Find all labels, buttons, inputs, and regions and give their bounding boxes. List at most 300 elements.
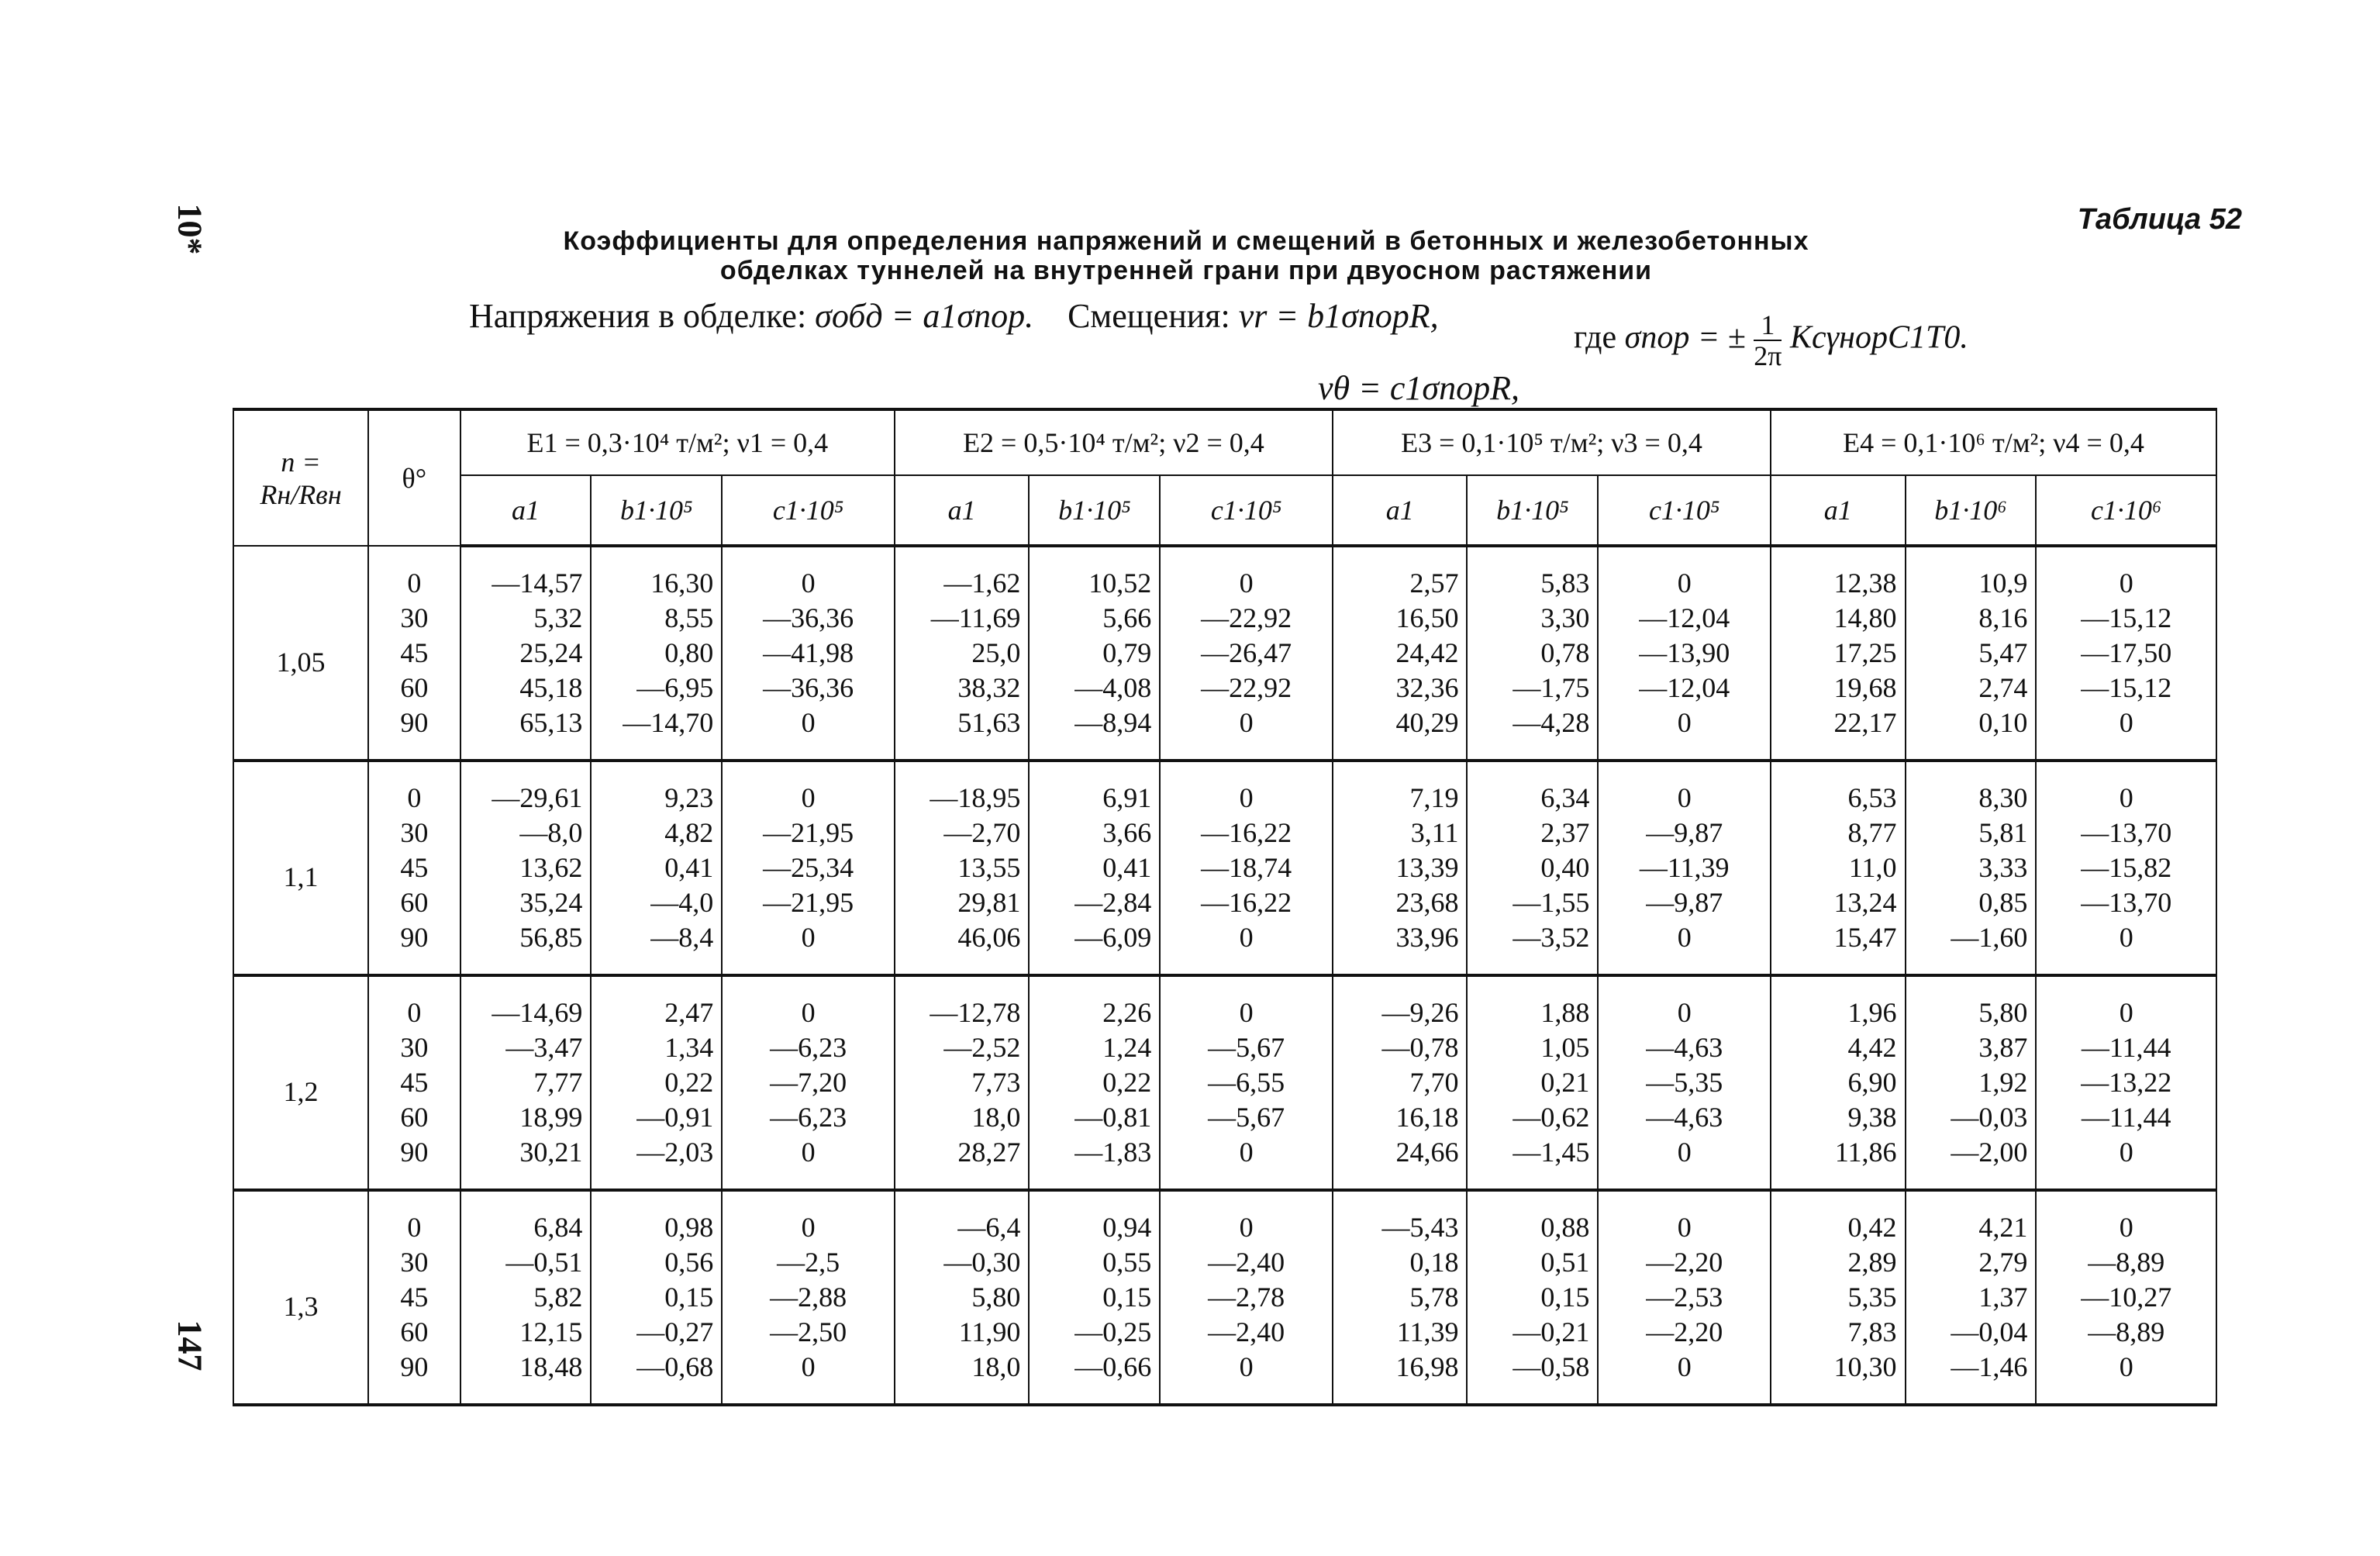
- table-cell: 0,22: [1029, 1065, 1160, 1100]
- table-cell: —13,22: [2036, 1065, 2216, 1100]
- table-cell: 8,30: [1906, 761, 2037, 816]
- table-cell: —14,69: [460, 975, 592, 1030]
- table-cell: 0: [2036, 706, 2216, 761]
- table-cell: —0,25: [1029, 1315, 1160, 1350]
- table-cell: 45,18: [460, 671, 592, 706]
- table-cell: —15,12: [2036, 601, 2216, 636]
- subheader-a1: a1: [895, 475, 1030, 546]
- subheader-a1: a1: [1333, 475, 1468, 546]
- table-cell: —15,12: [2036, 671, 2216, 706]
- table-cell: 28,27: [895, 1135, 1030, 1190]
- table-cell: 0: [2036, 761, 2216, 816]
- table-cell: 0: [722, 1135, 895, 1190]
- table-cell: 10,30: [1771, 1350, 1906, 1405]
- table-cell: 5,80: [1906, 975, 2037, 1030]
- subheader-b1: b1·10⁵: [1467, 475, 1598, 546]
- table-cell: —14,57: [460, 546, 592, 601]
- table-cell: 1,05: [1467, 1030, 1598, 1065]
- table-cell: 16,98: [1333, 1350, 1468, 1405]
- table-cell: 0,55: [1029, 1245, 1160, 1280]
- fraction-numerator: 1: [1754, 310, 1782, 341]
- table-cell: —6,23: [722, 1100, 895, 1135]
- table-cell: 2,79: [1906, 1245, 2037, 1280]
- table-cell: 12,15: [460, 1315, 592, 1350]
- table-cell: —0,51: [460, 1245, 592, 1280]
- table-cell: —6,4: [895, 1190, 1030, 1245]
- table-cell: —3,52: [1467, 920, 1598, 975]
- table-cell: 3,87: [1906, 1030, 2037, 1065]
- table-cell: —0,30: [895, 1245, 1030, 1280]
- table-cell: —22,92: [1160, 601, 1333, 636]
- title-line-2: обделках туннелей на внутренней грани при двуосном растяжении: [719, 256, 1653, 285]
- subheader-c1: c1·10⁶: [2036, 475, 2216, 546]
- stress-label: Напряжения в обделке:: [469, 297, 807, 335]
- subheader-c1: c1·10⁵: [722, 475, 895, 546]
- table-cell: 0: [1160, 1135, 1333, 1190]
- table-cell: 0,42: [1771, 1190, 1906, 1245]
- table-cell: 18,48: [460, 1350, 592, 1405]
- table-cell: —11,44: [2036, 1100, 2216, 1135]
- table-cell: 5,81: [1906, 816, 2037, 850]
- table-cell: 0: [1598, 1190, 1771, 1245]
- table-cell: 0,10: [1906, 706, 2037, 761]
- table-cell: 0: [2036, 1350, 2216, 1405]
- table-cell: 51,63: [895, 706, 1030, 761]
- subheader-b1: b1·10⁵: [591, 475, 722, 546]
- table-cell: —2,84: [1029, 885, 1160, 920]
- subheader-a1: a1: [1771, 475, 1906, 546]
- table-cell: 18,0: [895, 1100, 1030, 1135]
- table-cell: —0,62: [1467, 1100, 1598, 1135]
- table-cell: 5,32: [460, 601, 592, 636]
- table-cell: 0: [1160, 920, 1333, 975]
- table-cell: 0: [2036, 920, 2216, 975]
- table-cell: —0,66: [1029, 1350, 1160, 1405]
- table-cell: 12,38: [1771, 546, 1906, 601]
- table-cell: —5,67: [1160, 1030, 1333, 1065]
- theta-value: 60: [368, 1315, 460, 1350]
- table-cell: —11,39: [1598, 850, 1771, 885]
- table-cell: 6,84: [460, 1190, 592, 1245]
- table-cell: 0,18: [1333, 1245, 1468, 1280]
- table-cell: 46,06: [895, 920, 1030, 975]
- header-group-e2: E2 = 0,5·10⁴ т/м²; ν2 = 0,4: [895, 409, 1333, 475]
- table-cell: —1,75: [1467, 671, 1598, 706]
- stress-formula: [469, 296, 1439, 336]
- table-cell: 0: [722, 546, 895, 601]
- table-cell: 5,80: [895, 1280, 1030, 1315]
- table-cell: 8,16: [1906, 601, 2037, 636]
- table-cell: 0,88: [1467, 1190, 1598, 1245]
- table-cell: 6,34: [1467, 761, 1598, 816]
- table-cell: —26,47: [1160, 636, 1333, 671]
- title-line-1: Коэффициенты для определения напряжений и смещений в бетонных и железобетонных: [563, 226, 1809, 256]
- table-cell: 22,17: [1771, 706, 1906, 761]
- table-cell: 0: [1598, 706, 1771, 761]
- table-cell: 0,98: [591, 1190, 722, 1245]
- theta-value: 0: [368, 975, 460, 1030]
- table-cell: —8,4: [591, 920, 722, 975]
- table-cell: —4,63: [1598, 1030, 1771, 1065]
- table-row: [233, 975, 2216, 1030]
- table-cell: 3,30: [1467, 601, 1598, 636]
- table-cell: 3,11: [1333, 816, 1468, 850]
- table-row: [233, 850, 2216, 885]
- table-cell: 0: [722, 920, 895, 975]
- table-cell: —15,82: [2036, 850, 2216, 885]
- table-cell: —0,04: [1906, 1315, 2037, 1350]
- table-cell: —5,67: [1160, 1100, 1333, 1135]
- table-row: [233, 671, 2216, 706]
- table-cell: —1,55: [1467, 885, 1598, 920]
- table-cell: 56,85: [460, 920, 592, 975]
- table-cell: —25,34: [722, 850, 895, 885]
- table-cell: —21,95: [722, 885, 895, 920]
- table-cell: —2,40: [1160, 1245, 1333, 1280]
- table-cell: 16,50: [1333, 601, 1468, 636]
- table-row: [233, 885, 2216, 920]
- n-value: 1,2: [233, 975, 368, 1190]
- table-cell: 18,99: [460, 1100, 592, 1135]
- table-row: [233, 636, 2216, 671]
- table-cell: 0,15: [1029, 1280, 1160, 1315]
- table-cell: 0: [1598, 1350, 1771, 1405]
- table-cell: 11,39: [1333, 1315, 1468, 1350]
- table-cell: 2,89: [1771, 1245, 1906, 1280]
- table-cell: 0,85: [1906, 885, 2037, 920]
- table-cell: 3,66: [1029, 816, 1160, 850]
- header-group-e1: E1 = 0,3·10⁴ т/м²; ν1 = 0,4: [460, 409, 895, 475]
- table-cell: —16,22: [1160, 816, 1333, 850]
- table-cell: —11,69: [895, 601, 1030, 636]
- table-row: [233, 1280, 2216, 1315]
- table-cell: 0,15: [591, 1280, 722, 1315]
- table-cell: 0: [1160, 1350, 1333, 1405]
- table-cell: —21,95: [722, 816, 895, 850]
- table-cell: 6,53: [1771, 761, 1906, 816]
- table-cell: —0,68: [591, 1350, 722, 1405]
- subheader-b1: b1·10⁶: [1906, 475, 2037, 546]
- table-row: [233, 1030, 2216, 1065]
- table-cell: —2,00: [1906, 1135, 2037, 1190]
- table-cell: 0,15: [1467, 1280, 1598, 1315]
- table-cell: 1,88: [1467, 975, 1598, 1030]
- table-cell: 0,51: [1467, 1245, 1598, 1280]
- n-value: 1,05: [233, 546, 368, 761]
- table-cell: —41,98: [722, 636, 895, 671]
- table-cell: 0: [1598, 975, 1771, 1030]
- table-cell: 13,24: [1771, 885, 1906, 920]
- page-margin-number-top: 10*: [171, 203, 209, 255]
- table-cell: 11,90: [895, 1315, 1030, 1350]
- table-row: [233, 1315, 2216, 1350]
- theta-value: 60: [368, 885, 460, 920]
- table-cell: 8,77: [1771, 816, 1906, 850]
- table-row: [233, 816, 2216, 850]
- table-cell: —4,63: [1598, 1100, 1771, 1135]
- where-expression-left: σпор = ±: [1624, 319, 1746, 356]
- table-cell: —12,04: [1598, 601, 1771, 636]
- table-cell: 6,90: [1771, 1065, 1906, 1100]
- table-row: [233, 761, 2216, 816]
- table-cell: —8,89: [2036, 1245, 2216, 1280]
- table-row: [233, 1245, 2216, 1280]
- table-cell: 4,42: [1771, 1030, 1906, 1065]
- theta-value: 90: [368, 1135, 460, 1190]
- table-cell: —2,88: [722, 1280, 895, 1315]
- table-cell: 13,62: [460, 850, 592, 885]
- table-cell: 0: [1598, 761, 1771, 816]
- table-cell: 18,0: [895, 1350, 1030, 1405]
- table-cell: 5,47: [1906, 636, 2037, 671]
- subheader-b1: b1·10⁵: [1029, 475, 1160, 546]
- table-cell: —5,43: [1333, 1190, 1468, 1245]
- table-cell: 0,56: [591, 1245, 722, 1280]
- table-row: [233, 601, 2216, 636]
- n-value: 1,1: [233, 761, 368, 975]
- table-cell: —14,70: [591, 706, 722, 761]
- header-group-e3: E3 = 0,1·10⁵ т/м²; ν3 = 0,4: [1333, 409, 1771, 475]
- table-cell: 2,26: [1029, 975, 1160, 1030]
- table-cell: 14,80: [1771, 601, 1906, 636]
- theta-value: 0: [368, 761, 460, 816]
- table-cell: 2,57: [1333, 546, 1468, 601]
- where-formula: [1574, 310, 1968, 371]
- table-cell: 0,80: [591, 636, 722, 671]
- table-cell: 11,86: [1771, 1135, 1906, 1190]
- table-cell: 0: [1598, 546, 1771, 601]
- table-cell: 10,52: [1029, 546, 1160, 601]
- subheader-c1: c1·10⁵: [1160, 475, 1333, 546]
- theta-value: 45: [368, 1280, 460, 1315]
- n-value: 1,3: [233, 1190, 368, 1405]
- table-cell: —12,04: [1598, 671, 1771, 706]
- table-cell: —0,21: [1467, 1315, 1598, 1350]
- table-cell: 16,30: [591, 546, 722, 601]
- table-cell: 2,37: [1467, 816, 1598, 850]
- table-cell: —2,20: [1598, 1245, 1771, 1280]
- table-cell: —36,36: [722, 671, 895, 706]
- table-cell: 0: [2036, 546, 2216, 601]
- table-cell: —13,70: [2036, 816, 2216, 850]
- table-cell: —29,61: [460, 761, 592, 816]
- table-cell: 0,78: [1467, 636, 1598, 671]
- table-cell: —4,08: [1029, 671, 1160, 706]
- table-cell: —1,46: [1906, 1350, 2037, 1405]
- theta-value: 30: [368, 1030, 460, 1065]
- table-cell: 15,47: [1771, 920, 1906, 975]
- table-cell: 7,70: [1333, 1065, 1468, 1100]
- table-cell: —13,70: [2036, 885, 2216, 920]
- table-cell: 4,21: [1906, 1190, 2037, 1245]
- theta-value: 60: [368, 1100, 460, 1135]
- table-cell: —2,53: [1598, 1280, 1771, 1315]
- theta-value: 90: [368, 1350, 460, 1405]
- table-cell: —12,78: [895, 975, 1030, 1030]
- table-cell: —6,95: [591, 671, 722, 706]
- table-cell: 24,66: [1333, 1135, 1468, 1190]
- table-cell: —0,58: [1467, 1350, 1598, 1405]
- table-cell: 1,34: [591, 1030, 722, 1065]
- displacement-vtheta-expression: vθ = c1σпорR,: [1318, 369, 1519, 407]
- table-cell: 7,73: [895, 1065, 1030, 1100]
- theta-value: 30: [368, 1245, 460, 1280]
- table-cell: 38,32: [895, 671, 1030, 706]
- table-cell: 19,68: [1771, 671, 1906, 706]
- table-cell: —8,89: [2036, 1315, 2216, 1350]
- table-cell: —1,83: [1029, 1135, 1160, 1190]
- table-cell: —7,20: [722, 1065, 895, 1100]
- table-cell: 0,40: [1467, 850, 1598, 885]
- header-group-e4: E4 = 0,1·10⁶ т/м²; ν4 = 0,4: [1771, 409, 2216, 475]
- table-cell: —2,52: [895, 1030, 1030, 1065]
- table-cell: 0,22: [591, 1065, 722, 1100]
- stress-expression: σобд = a1σпор.: [815, 297, 1034, 335]
- table-cell: 5,78: [1333, 1280, 1468, 1315]
- table-cell: 0,41: [1029, 850, 1160, 885]
- table-cell: —8,94: [1029, 706, 1160, 761]
- table-label: Таблица 52: [2077, 203, 2242, 236]
- table-row: [233, 1350, 2216, 1405]
- table-cell: 7,19: [1333, 761, 1468, 816]
- table-cell: —36,36: [722, 601, 895, 636]
- fraction: [1754, 310, 1782, 371]
- table-cell: 0: [1598, 1135, 1771, 1190]
- table-cell: 13,39: [1333, 850, 1468, 885]
- table-cell: 2,47: [591, 975, 722, 1030]
- table-cell: 0: [1160, 761, 1333, 816]
- displacement-vr-expression: vr = b1σпорR,: [1238, 297, 1439, 335]
- where-expression-right: KcγнорC1T0.: [1789, 319, 1968, 356]
- table-row: [233, 546, 2216, 601]
- table-cell: 7,77: [460, 1065, 592, 1100]
- theta-value: 45: [368, 636, 460, 671]
- table-cell: 0,41: [591, 850, 722, 885]
- table-cell: —0,03: [1906, 1100, 2037, 1135]
- table-cell: 25,24: [460, 636, 592, 671]
- table-cell: 5,66: [1029, 601, 1160, 636]
- table-cell: 9,38: [1771, 1100, 1906, 1135]
- fraction-denominator: 2π: [1754, 340, 1782, 371]
- table-cell: —4,0: [591, 885, 722, 920]
- table-cell: 6,91: [1029, 761, 1160, 816]
- table-cell: —8,0: [460, 816, 592, 850]
- table-cell: —2,70: [895, 816, 1030, 850]
- table-cell: 0: [1160, 546, 1333, 601]
- table-cell: 8,55: [591, 601, 722, 636]
- table-cell: 24,42: [1333, 636, 1468, 671]
- table-cell: —9,87: [1598, 816, 1771, 850]
- subheader-c1: c1·10⁵: [1598, 475, 1771, 546]
- theta-value: 45: [368, 1065, 460, 1100]
- table-cell: —1,62: [895, 546, 1030, 601]
- theta-value: 90: [368, 920, 460, 975]
- header-n: n = Rн/Rвн: [233, 409, 368, 546]
- theta-value: 30: [368, 816, 460, 850]
- table-cell: 35,24: [460, 885, 592, 920]
- table-title: [434, 226, 1938, 285]
- table-cell: 0: [2036, 1190, 2216, 1245]
- table-cell: —4,28: [1467, 706, 1598, 761]
- table-cell: 0: [722, 761, 895, 816]
- table-row: [233, 706, 2216, 761]
- table-cell: 2,74: [1906, 671, 2037, 706]
- page-number: 147: [171, 1320, 209, 1371]
- table-cell: —16,22: [1160, 885, 1333, 920]
- table-cell: —0,81: [1029, 1100, 1160, 1135]
- table-cell: 10,9: [1906, 546, 2037, 601]
- table-cell: 0: [2036, 1135, 2216, 1190]
- table-cell: —2,40: [1160, 1315, 1333, 1350]
- header-theta: θ°: [368, 409, 460, 546]
- table-cell: 17,25: [1771, 636, 1906, 671]
- table-cell: 65,13: [460, 706, 592, 761]
- table-cell: 0: [1160, 706, 1333, 761]
- table-cell: —13,90: [1598, 636, 1771, 671]
- table-cell: —6,23: [722, 1030, 895, 1065]
- table-cell: —0,91: [591, 1100, 722, 1135]
- theta-value: 90: [368, 706, 460, 761]
- table-cell: —22,92: [1160, 671, 1333, 706]
- table-cell: 40,29: [1333, 706, 1468, 761]
- table-cell: 0: [722, 706, 895, 761]
- table-cell: 32,36: [1333, 671, 1468, 706]
- table-cell: 0: [1598, 920, 1771, 975]
- table-cell: —6,55: [1160, 1065, 1333, 1100]
- table-cell: —9,87: [1598, 885, 1771, 920]
- table-cell: 13,55: [895, 850, 1030, 885]
- table-cell: 0,94: [1029, 1190, 1160, 1245]
- table-row: [233, 920, 2216, 975]
- table-cell: 33,96: [1333, 920, 1468, 975]
- table-cell: 1,24: [1029, 1030, 1160, 1065]
- table-cell: —9,26: [1333, 975, 1468, 1030]
- subheader-a1: a1: [460, 475, 592, 546]
- table-cell: 30,21: [460, 1135, 592, 1190]
- theta-value: 45: [368, 850, 460, 885]
- table-cell: 0: [722, 1350, 895, 1405]
- table-cell: —2,20: [1598, 1315, 1771, 1350]
- table-cell: 5,82: [460, 1280, 592, 1315]
- table-cell: 0: [1160, 1190, 1333, 1245]
- coefficients-table: [233, 408, 2217, 1406]
- table-cell: 0: [722, 1190, 895, 1245]
- table-cell: 3,33: [1906, 850, 2037, 885]
- table-cell: 5,83: [1467, 546, 1598, 601]
- table-cell: —18,95: [895, 761, 1030, 816]
- table-cell: —2,78: [1160, 1280, 1333, 1315]
- theta-value: 30: [368, 601, 460, 636]
- table-cell: 16,18: [1333, 1100, 1468, 1135]
- table-cell: —0,78: [1333, 1030, 1468, 1065]
- table-cell: 0: [1160, 975, 1333, 1030]
- table-cell: 0,79: [1029, 636, 1160, 671]
- table-cell: —5,35: [1598, 1065, 1771, 1100]
- displacement-label: Смещения:: [1068, 297, 1230, 335]
- table-cell: —2,50: [722, 1315, 895, 1350]
- table-row: [233, 1100, 2216, 1135]
- table-cell: —1,45: [1467, 1135, 1598, 1190]
- table-cell: 9,23: [591, 761, 722, 816]
- table-cell: —6,09: [1029, 920, 1160, 975]
- table-cell: 1,37: [1906, 1280, 2037, 1315]
- table-cell: 25,0: [895, 636, 1030, 671]
- table-cell: —1,60: [1906, 920, 2037, 975]
- table-cell: 23,68: [1333, 885, 1468, 920]
- table-row: [233, 1190, 2216, 1245]
- table-cell: 0: [2036, 975, 2216, 1030]
- theta-value: 0: [368, 546, 460, 601]
